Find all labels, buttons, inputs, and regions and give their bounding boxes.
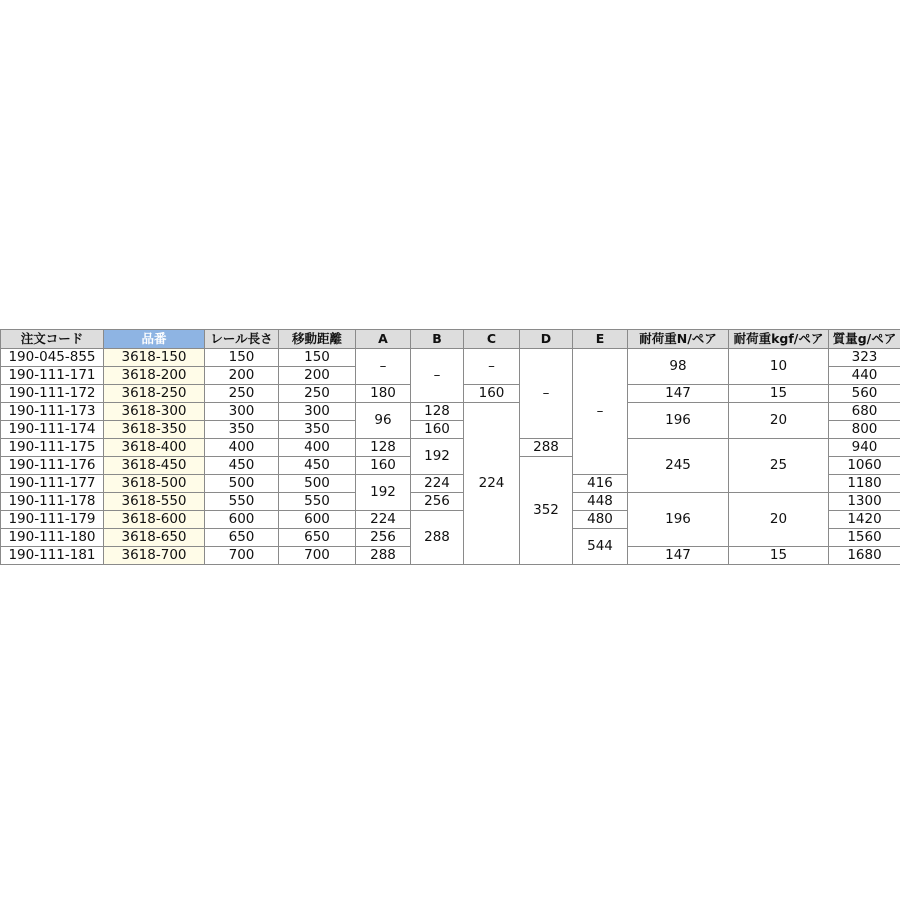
rail-length-cell: 150 (205, 349, 279, 367)
order-code-cell: 190-111-172 (1, 385, 104, 403)
travel-cell: 450 (279, 457, 356, 475)
part-no-cell: 3618-500 (104, 475, 205, 493)
order-code-cell: 190-111-176 (1, 457, 104, 475)
travel-cell: 700 (279, 547, 356, 565)
d-cell: – (520, 349, 573, 439)
b-cell: 160 (411, 421, 464, 439)
mass-cell: 1420 (829, 511, 900, 529)
c-cell: 160 (464, 385, 520, 403)
header-mass: 質量g/ペア (829, 330, 900, 349)
travel-cell: 500 (279, 475, 356, 493)
travel-cell: 250 (279, 385, 356, 403)
header-travel: 移動距離 (279, 330, 356, 349)
load-n-cell: 196 (628, 493, 729, 547)
part-no-cell: 3618-200 (104, 367, 205, 385)
load-kgf-cell: 25 (729, 439, 829, 493)
load-n-cell: 245 (628, 439, 729, 493)
mass-cell: 440 (829, 367, 900, 385)
spec-table (0, 329, 900, 565)
part-no-cell: 3618-550 (104, 493, 205, 511)
header-e: E (573, 330, 628, 349)
part-no-cell: 3618-600 (104, 511, 205, 529)
load-n-cell: 98 (628, 349, 729, 385)
a-cell: 180 (356, 385, 411, 403)
mass-cell: 680 (829, 403, 900, 421)
part-no-cell: 3618-450 (104, 457, 205, 475)
c-cell: 224 (464, 403, 520, 565)
travel-cell: 550 (279, 493, 356, 511)
b-cell: – (411, 349, 464, 403)
mass-cell: 940 (829, 439, 900, 457)
part-no-cell: 3618-350 (104, 421, 205, 439)
load-kgf-cell: 20 (729, 403, 829, 439)
travel-cell: 350 (279, 421, 356, 439)
e-cell: 416 (573, 475, 628, 493)
part-no-cell: 3618-150 (104, 349, 205, 367)
header-rail-length: レール長さ (205, 330, 279, 349)
e-cell: 544 (573, 529, 628, 565)
order-code-cell: 190-111-179 (1, 511, 104, 529)
load-kgf-cell: 15 (729, 385, 829, 403)
travel-cell: 150 (279, 349, 356, 367)
load-kgf-cell: 20 (729, 493, 829, 547)
header-part-no: 品番 (104, 330, 205, 349)
travel-cell: 200 (279, 367, 356, 385)
d-cell: 352 (520, 457, 573, 565)
header-b: B (411, 330, 464, 349)
a-cell: – (356, 349, 411, 385)
b-cell: 192 (411, 439, 464, 475)
mass-cell: 323 (829, 349, 900, 367)
header-load-kgf: 耐荷重kgf/ペア (729, 330, 829, 349)
a-cell: 224 (356, 511, 411, 529)
b-cell: 288 (411, 511, 464, 565)
order-code-cell: 190-111-177 (1, 475, 104, 493)
rail-length-cell: 200 (205, 367, 279, 385)
mass-cell: 1180 (829, 475, 900, 493)
a-cell: 160 (356, 457, 411, 475)
load-kgf-cell: 15 (729, 547, 829, 565)
order-code-cell: 190-111-173 (1, 403, 104, 421)
order-code-cell: 190-111-178 (1, 493, 104, 511)
e-cell: – (573, 349, 628, 475)
b-cell: 224 (411, 475, 464, 493)
header-a: A (356, 330, 411, 349)
order-code-cell: 190-111-175 (1, 439, 104, 457)
travel-cell: 600 (279, 511, 356, 529)
mass-cell: 560 (829, 385, 900, 403)
part-no-cell: 3618-400 (104, 439, 205, 457)
header-order-code: 注文コード (1, 330, 104, 349)
load-n-cell: 147 (628, 385, 729, 403)
rail-length-cell: 700 (205, 547, 279, 565)
header-c: C (464, 330, 520, 349)
d-cell: 288 (520, 439, 573, 457)
b-cell: 256 (411, 493, 464, 511)
rail-length-cell: 500 (205, 475, 279, 493)
mass-cell: 1060 (829, 457, 900, 475)
a-cell: 128 (356, 439, 411, 457)
a-cell: 192 (356, 475, 411, 511)
order-code-cell: 190-111-180 (1, 529, 104, 547)
e-cell: 448 (573, 493, 628, 511)
order-code-cell: 190-111-181 (1, 547, 104, 565)
mass-cell: 1680 (829, 547, 900, 565)
travel-cell: 300 (279, 403, 356, 421)
rail-length-cell: 250 (205, 385, 279, 403)
load-kgf-cell: 10 (729, 349, 829, 385)
a-cell: 96 (356, 403, 411, 439)
rail-length-cell: 600 (205, 511, 279, 529)
load-n-cell: 147 (628, 547, 729, 565)
c-cell: – (464, 349, 520, 385)
b-cell: 128 (411, 403, 464, 421)
mass-cell: 1300 (829, 493, 900, 511)
travel-cell: 400 (279, 439, 356, 457)
order-code-cell: 190-111-174 (1, 421, 104, 439)
order-code-cell: 190-045-855 (1, 349, 104, 367)
header-d: D (520, 330, 573, 349)
a-cell: 288 (356, 547, 411, 565)
header-load-n: 耐荷重N/ペア (628, 330, 729, 349)
table-row (1, 349, 900, 367)
rail-length-cell: 550 (205, 493, 279, 511)
travel-cell: 650 (279, 529, 356, 547)
rail-length-cell: 300 (205, 403, 279, 421)
e-cell: 480 (573, 511, 628, 529)
a-cell: 256 (356, 529, 411, 547)
part-no-cell: 3618-300 (104, 403, 205, 421)
table-row (1, 439, 900, 457)
part-no-cell: 3618-650 (104, 529, 205, 547)
rail-length-cell: 450 (205, 457, 279, 475)
table-row (1, 403, 900, 421)
table-row (1, 493, 900, 511)
part-no-cell: 3618-250 (104, 385, 205, 403)
order-code-cell: 190-111-171 (1, 367, 104, 385)
rail-length-cell: 350 (205, 421, 279, 439)
rail-length-cell: 400 (205, 439, 279, 457)
load-n-cell: 196 (628, 403, 729, 439)
mass-cell: 1560 (829, 529, 900, 547)
part-no-cell: 3618-700 (104, 547, 205, 565)
rail-length-cell: 650 (205, 529, 279, 547)
mass-cell: 800 (829, 421, 900, 439)
header-row (1, 330, 900, 349)
